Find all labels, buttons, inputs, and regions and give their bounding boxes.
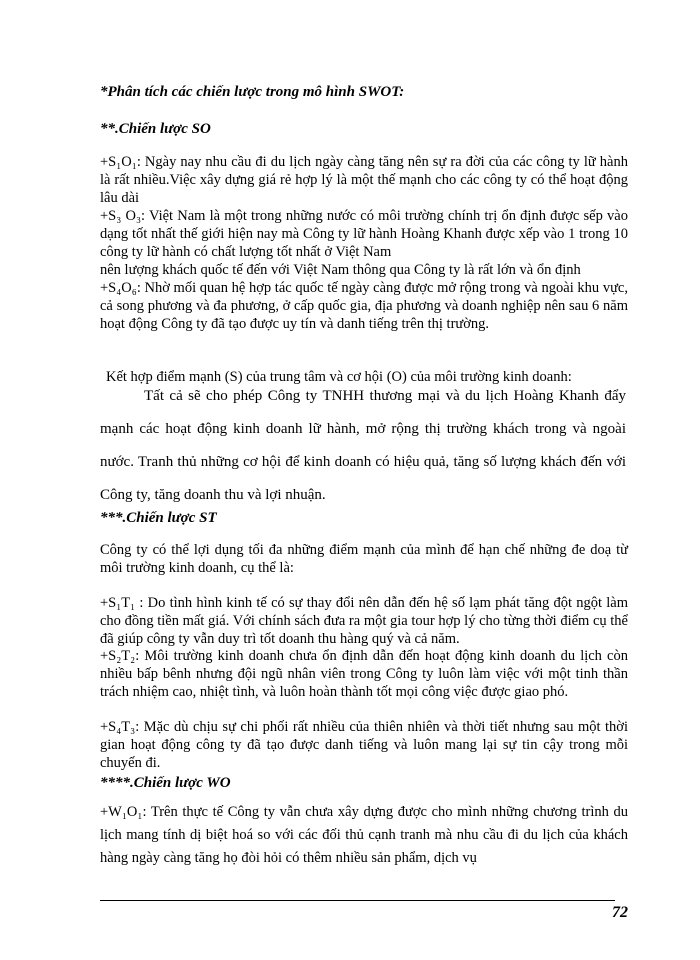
so-combine-heading: Kết hợp điểm mạnh (S) của trung tâm và cơ hội (O) của môi trường kinh doanh: [106,369,572,385]
page-number: 72 [612,904,628,921]
footer-divider [100,900,615,901]
st-paragraph-3: +S₄T₃: Mặc dù chịu sự chi phối rất nhiều của thiên nhiên và thời tiết nhưng sau một thời gian hoạt động công ty đã tạo được danh tiếng và luôn mang lại sự tin cậy trong mỗi chuyến đi. [100,719,628,771]
page-title: *Phân tích các chiến lược trong mô hình SWOT: [100,84,405,100]
st-paragraph-2: +S₂T₂: Môi trường kinh doanh chưa ổn định dẫn đến hoạt động kinh doanh du lịch còn nhiều bấp bênh nhưng đội ngũ nhân viên trong Công ty luôn làm việc với một tinh thần trách nhiệm cao, nhiệt tình, và luôn hoàn thành tốt mọi công việc được giao phó. [100,648,628,700]
wo-heading: ****.Chiến lược WO [100,775,231,791]
so-paragraph-1: +S₁O₁: Ngày nay nhu cầu đi du lịch ngày càng tăng nên sự ra đời của các công ty lữ hành là rất nhiều.Việc xây dựng giá rẻ hợp lý là một thế mạnh cho các công ty có thể hoạt động lâu dài [100,154,628,206]
so-paragraph-4: +S₄O₆: Nhờ mối quan hệ hợp tác quốc tế ngày càng được mở rộng trong và ngoài khu vực, cả song phương và đa phương, ở cấp quốc gia, địa phương và doanh nghiệp nên sau 6 năm hoạt động Công ty đã tạo được uy tín và danh tiếng trên thị trường. [100,280,628,332]
so-paragraph-3: nên lượng khách quốc tế đến với Việt Nam thông qua Công ty là rất lớn và ổn định [100,262,581,278]
wo-paragraph-1: +W₁O₁: Trên thực tế Công ty vẫn chưa xây dựng được cho mình những chương trình du lịch mang tính dị biệt hoá so với các đối thủ cạnh tranh mà nhu cầu đi du lịch của khách hàng ngày càng tăng họ đòi hỏi có thêm nhiều sản phẩm, dịch vụ [100,804,628,866]
st-intro: Công ty có thể lợi dụng tối đa những điểm mạnh của mình để hạn chế những đe doạ từ môi trường kinh doanh, cụ thể là: [100,542,628,576]
so-combine-body: Tất cả sẽ cho phép Công ty TNHH thương mại và du lịch Hoàng Khanh đẩy mạnh các hoạt động kinh doanh lữ hành, mở rộng thị trường khách trong và ngoài nước. Tranh thủ những cơ hội để kinh doanh có hiệu quả, tăng số lượng khách đến với Công ty, tăng doanh thu và lợi nhuận. [100,388,626,503]
so-heading: **.Chiến lược SO [100,121,211,137]
st-paragraph-1: +S₁T₁ : Do tình hình kinh tế có sự thay đổi nên dẫn đến hệ số lạm phát tăng đột ngột làm cho đồng tiền mất giá. Với chính sách đưa ra một gia tour hợp lý cho từng thời điểm cụ thể đã giúp công ty vẫn duy trì tốt doanh thu hàng quý và cả năm. [100,595,628,647]
so-paragraph-2: +S₃ O₃: Việt Nam là một trong những nước có môi trường chính trị ổn định được sếp vào dạng tốt nhất thế giới hiện nay mà Công ty lữ hành Hoàng Khanh được xếp vào 1 trong 10 công ty lữ hành có chất lượng tốt nhất ở Việt Nam [100,208,628,260]
st-heading: ***.Chiến lược ST [100,510,217,526]
